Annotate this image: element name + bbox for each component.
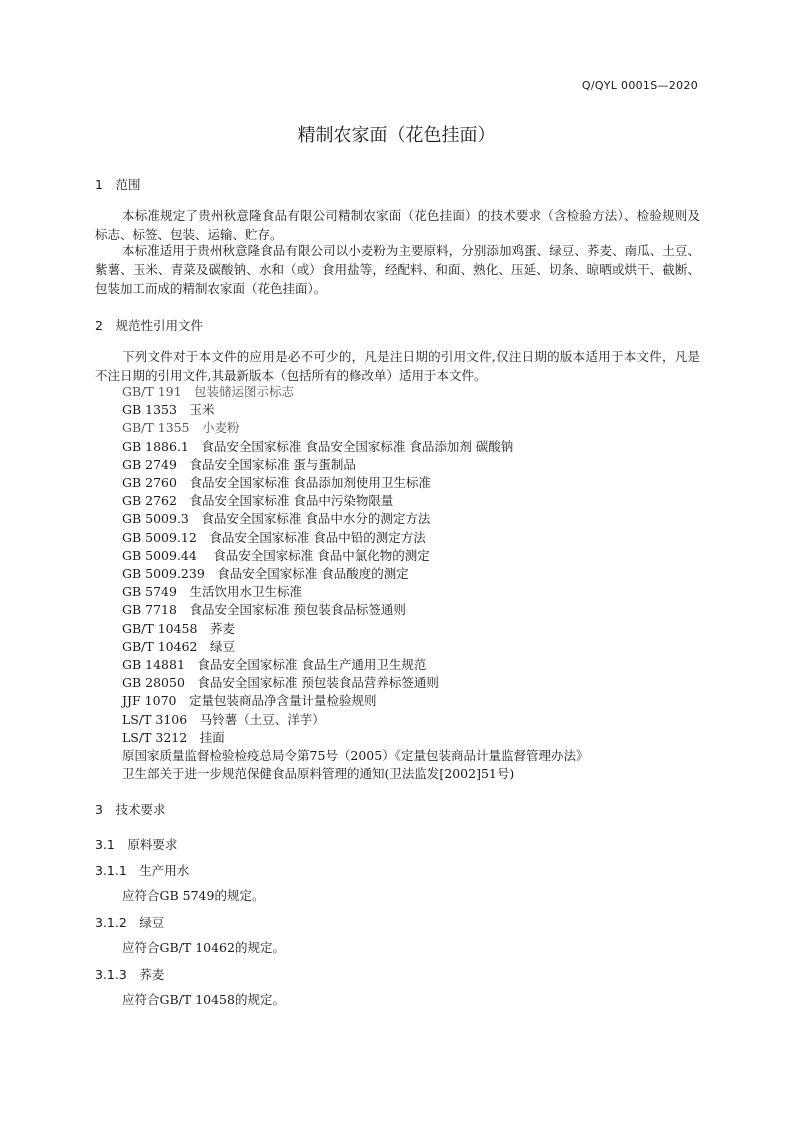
reference-item: GB 2762 食品安全国家标准 食品中污染物限量 xyxy=(122,493,394,509)
section-3-1-2-text: 应符合GB/T 10462的规定。 xyxy=(122,940,285,955)
document-code: Q/QYL 0001S—2020 xyxy=(581,79,698,92)
section-1-paragraph-2: 本标准适用于贵州秋意隆食品有限公司以小麦粉为主要原料，分别添加鸡蛋、绿豆、荞麦、南瓜、土豆、紫薯、玉米、青菜及碳酸钠、水和（或）食用盐等，经配料、和面、熟化、压延、切条、晾晒或烘干、截断、包装加工而成的精制农家面（花色挂面）。 xyxy=(95,243,700,296)
section-3-heading: 3 技术要求 xyxy=(95,802,166,817)
section-2-heading: 2 规范性引用文件 xyxy=(95,318,203,333)
reference-item: GB 7718 食品安全国家标准 预包装食品标签通则 xyxy=(122,602,406,618)
section-1-heading: 1 范围 xyxy=(95,177,141,192)
reference-item: JJF 1070 定量包装商品净含量计量检验规则 xyxy=(122,693,377,709)
reference-item: GB/T 10462 绿豆 xyxy=(122,638,235,654)
section-3-1-1-heading: 3.1.1 生产用水 xyxy=(95,863,190,878)
reference-item: 原国家质量监督检验检疫总局令第75号（2005）《定量包装商品计量监督管理办法》 xyxy=(122,748,589,763)
section-3-1-2-heading: 3.1.2 绿豆 xyxy=(95,915,165,930)
section-1-paragraph-1: 本标准规定了贵州秋意隆食品有限公司精制农家面（花色挂面）的技术要求（含检验方法）、检验规则及标志、标签、包装、运输、贮存。 xyxy=(95,208,700,242)
document-title: 精制农家面（花色挂面） xyxy=(297,125,496,146)
reference-item: GB 28050 食品安全国家标准 预包装食品营养标签通则 xyxy=(122,675,439,691)
section-3-1-1-text: 应符合GB 5749的规定。 xyxy=(122,888,265,903)
reference-item: LS/T 3212 挂面 xyxy=(122,729,225,745)
reference-item: GB 1353 玉米 xyxy=(122,402,215,418)
section-3-1-3-text: 应符合GB/T 10458的规定。 xyxy=(122,992,285,1007)
reference-item: GB/T 191 包装储运图示标志 xyxy=(122,384,295,399)
section-3-1-3-heading: 3.1.3 荞麦 xyxy=(95,967,165,982)
reference-item: LS/T 3106 马铃薯（土豆、洋芋） xyxy=(122,711,325,727)
reference-item: GB 5749 生活饮用水卫生标准 xyxy=(122,584,302,600)
reference-item: 卫生部关于进一步规范保健食品原料管理的通知(卫法监发[2002]51号) xyxy=(122,766,515,782)
reference-item: GB 5009.3 食品安全国家标准 食品中水分的测定方法 xyxy=(122,511,431,527)
reference-item: GB/T 1355 小麦粉 xyxy=(122,420,240,436)
reference-item: GB 2760 食品安全国家标准 食品添加剂使用卫生标准 xyxy=(122,475,431,490)
section-3-1-heading: 3.1 原料要求 xyxy=(95,837,178,852)
reference-item: GB 2749 食品安全国家标准 蛋与蛋制品 xyxy=(122,456,356,472)
reference-item: GB 1886.1 食品安全国家标准 食品安全国家标准 食品添加剂 碳酸钠 xyxy=(122,438,514,454)
section-2-intro: 下列文件对于本文件的应用是必不可少的，凡是注日期的引用文件,仅注日期的版本适用于本文件，凡是不注日期的引用文件,其最新版本（包括所有的修改单）适用于本文件。 xyxy=(95,349,700,383)
reference-item: GB 14881 食品安全国家标准 食品生产通用卫生规范 xyxy=(122,657,427,672)
reference-item: GB/T 10458 荞麦 xyxy=(122,620,235,636)
reference-item: GB 5009.239 食品安全国家标准 食品酸度的测定 xyxy=(122,566,409,581)
reference-item: GB 5009.12 食品安全国家标准 食品中铅的测定方法 xyxy=(122,529,426,545)
reference-item: GB 5009.44 食品安全国家标准 食品中氯化物的测定 xyxy=(122,547,430,563)
